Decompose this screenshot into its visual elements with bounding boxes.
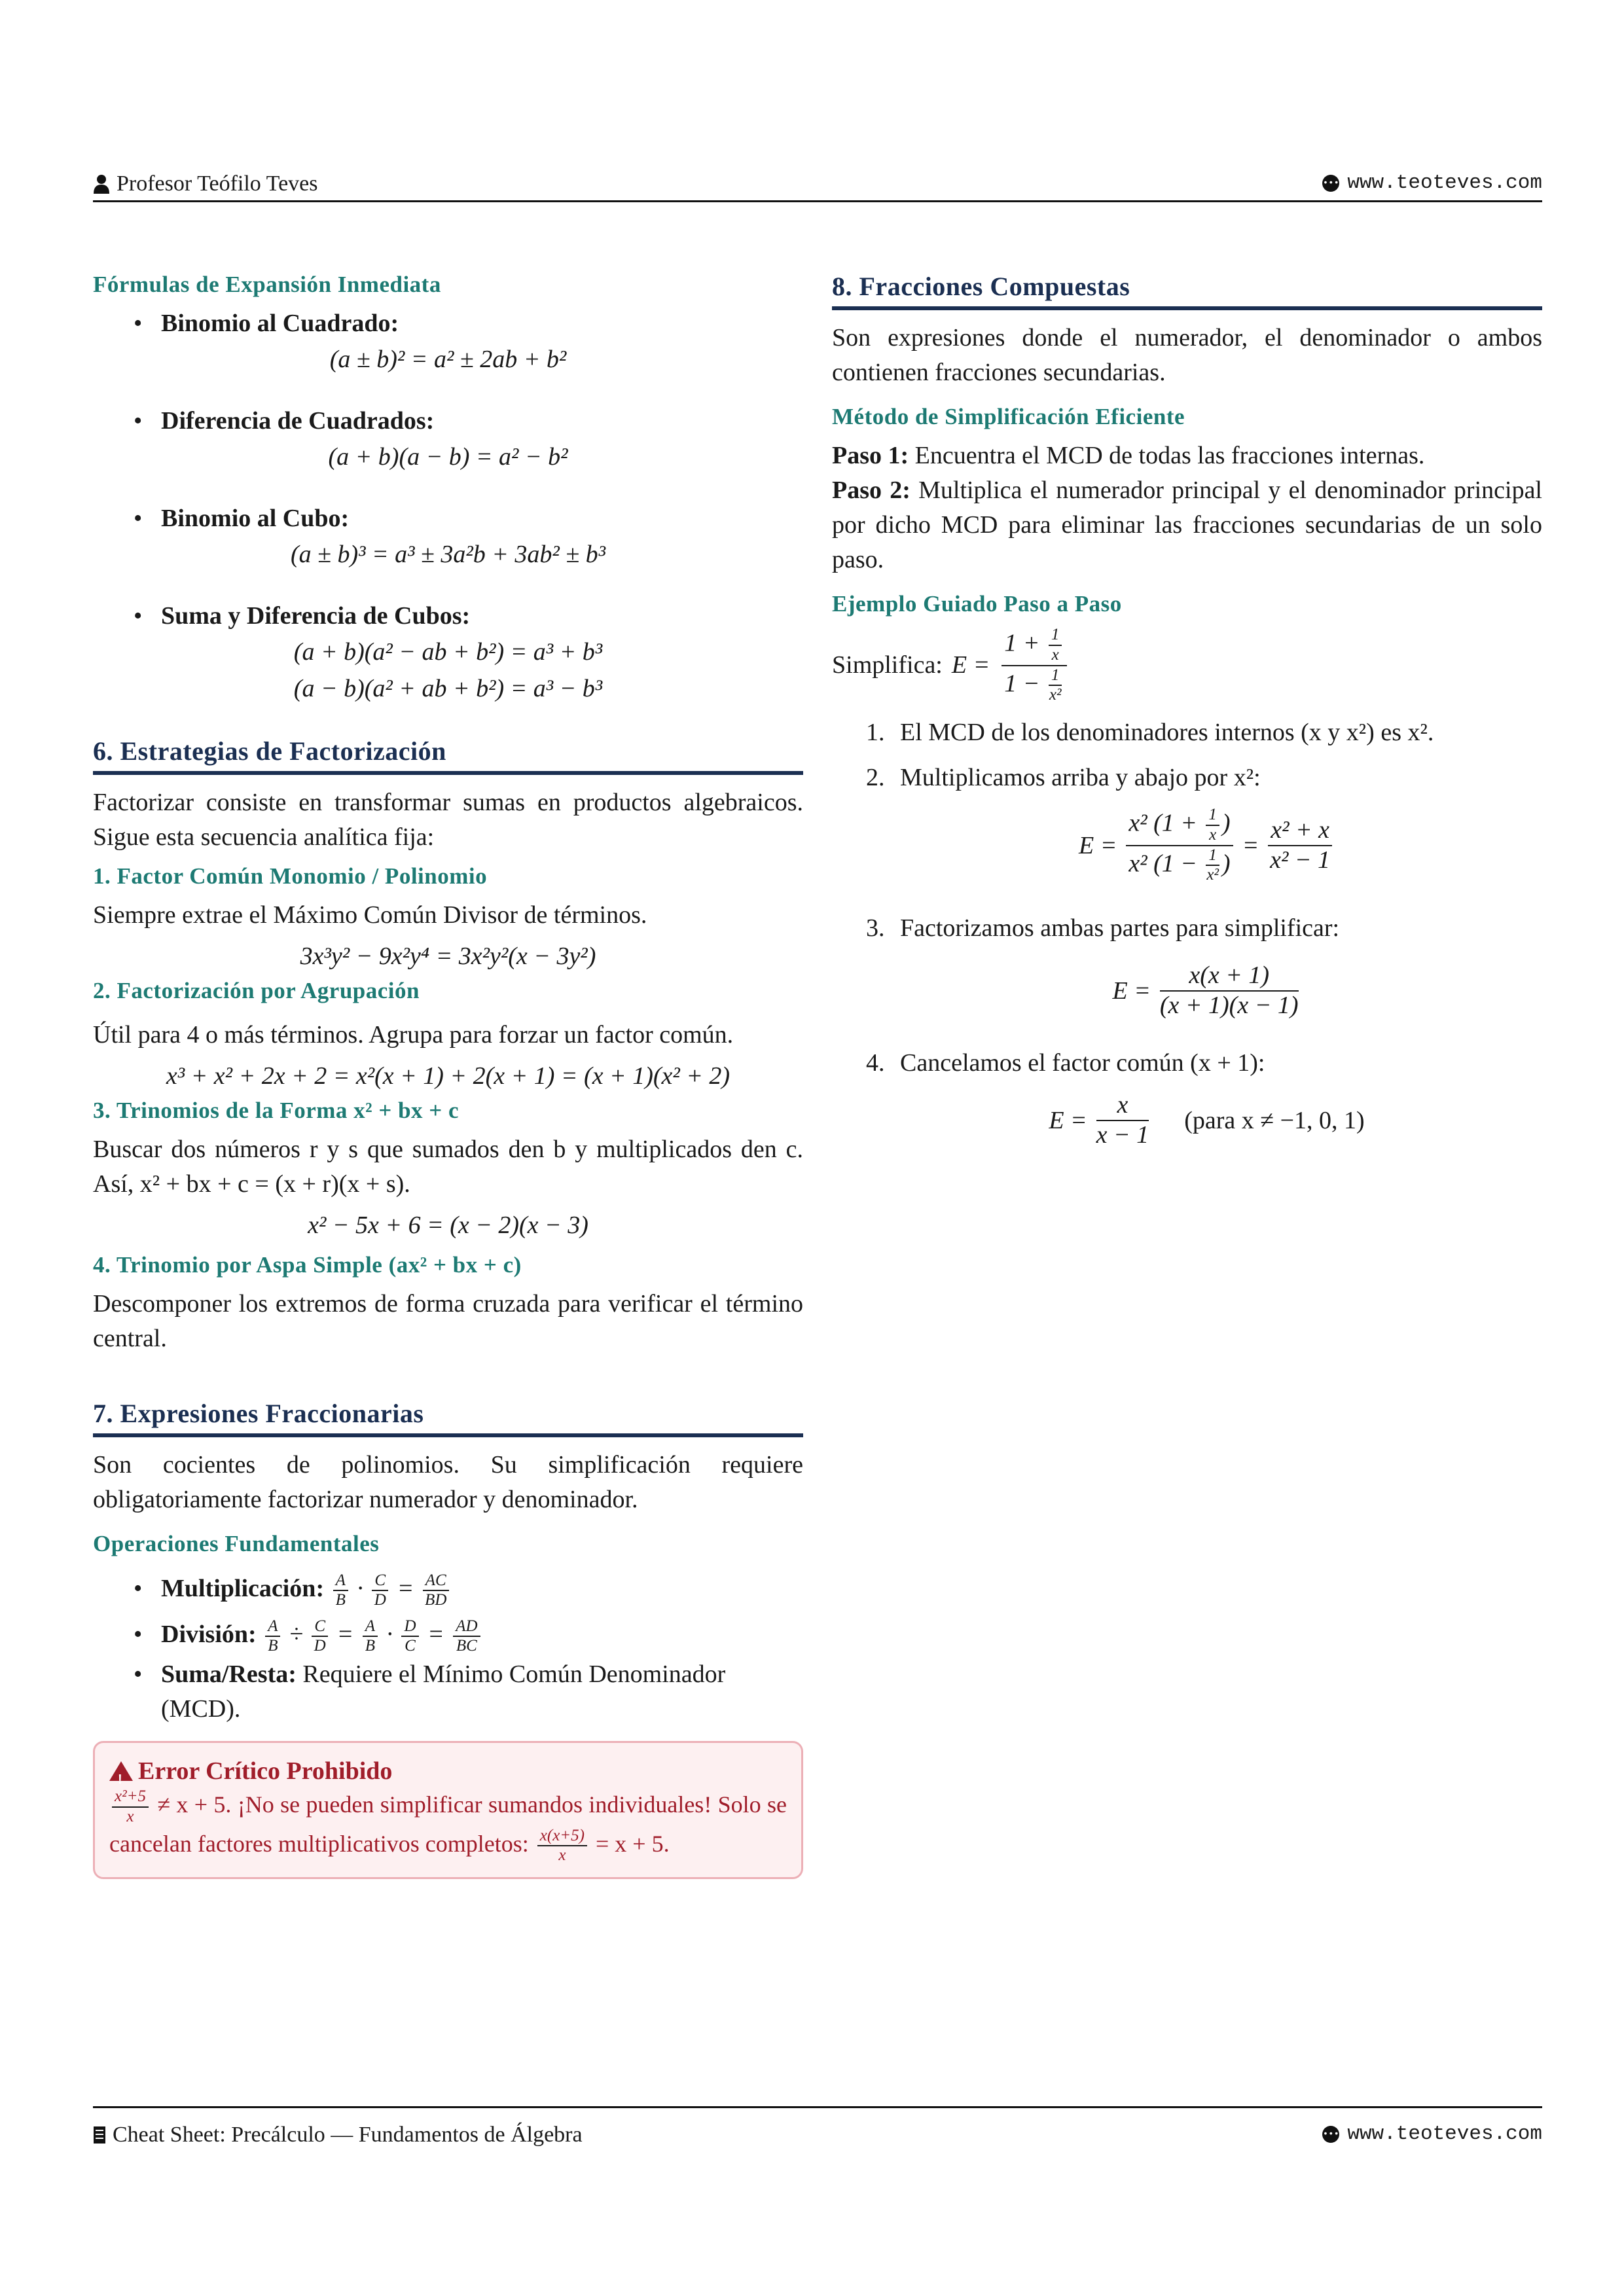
subsection-title: 1. Factor Común Monomio / Polinomio <box>93 863 488 889</box>
subsection-title: Ejemplo Guiado Paso a Paso <box>832 591 1122 617</box>
formula: E = $\frac{x(x + 1)}{(x + 1)(x - 1)}$ <box>1112 961 1299 1019</box>
paragraph: Siempre extrae el Máximo Común Divisor de términos. <box>93 901 647 929</box>
globe-icon: ••• <box>1322 2126 1339 2143</box>
left-column <box>93 268 803 1879</box>
example-steps <box>832 715 1542 1150</box>
list-item: • División: $\frac{A}{B}$ ÷ $\frac{C}{D}$ = $\frac{A}{B}$ · $\frac{D}{C}$ = $\frac{AD}{BC}$ <box>93 1611 803 1657</box>
list-item: 3. Factorizamos ambas partes para simplificar: <box>866 914 1340 942</box>
page-footer <box>93 2106 1542 2150</box>
step-paragraph: Paso 2: Multiplica el numerador principal y el denominador principal por dicho MCD para eliminar las fracciones secundarias de un solo paso. <box>832 476 1542 573</box>
list-item: • Binomio al Cuadrado: <box>93 306 803 341</box>
subsection-title: Operaciones Fundamentales <box>93 1531 380 1556</box>
user-icon <box>93 174 110 194</box>
subsection-title: 3. Trinomios de la Forma x² + bx + c <box>93 1098 460 1123</box>
list-item: • Multiplicación: $\frac{A}{B}$ · $\frac{C}{D}$ = $\frac{AC}{BD}$ <box>93 1566 803 1611</box>
formula: (a − b)(a² + ab + b²) = a³ − b³ <box>293 675 603 702</box>
list-item: • Suma/Resta: Requiere el Mínimo Común Denominador (MCD). <box>93 1657 803 1727</box>
globe-icon: ••• <box>1322 175 1339 192</box>
list-item: 1. El MCD de los denominadores internos (x y x²) es x². <box>866 719 1434 746</box>
section-intro: Son expresiones donde el numerador, el denominador o ambos contienen fracciones secundarias. <box>832 324 1542 386</box>
section-title: 7. Expresiones Fraccionarias <box>93 1395 803 1437</box>
section-intro: Son cocientes de polinomios. Su simplificación requiere obligatoriamente factorizar numerador y denominador. <box>93 1451 803 1513</box>
expansion-title: Fórmulas de Expansión Inmediata <box>93 272 441 297</box>
example-statement: Simplifica: E = 1 + $\frac{1}{x}$ 1 − $\frac{1}{\text{x²}}$ <box>832 626 1542 705</box>
footer-title: Cheat Sheet: Precálculo — Fundamentos de Álgebra <box>113 2123 583 2147</box>
footer-title-row <box>93 2123 583 2147</box>
formula: (a ± b)² = a² ± 2ab + b² <box>329 346 567 373</box>
error-alert-box <box>93 1741 803 1879</box>
formula: (a + b)(a² − ab + b²) = a³ + b³ <box>293 638 603 666</box>
formula: $\frac{A}{B}$ ÷ $\frac{C}{D}$ = $\frac{A}{B}$ · $\frac{D}{C}$ = $\frac{AD}{BC}$ <box>262 1621 482 1648</box>
page-header <box>93 171 1542 202</box>
formula: 3x³y² − 9x²y⁴ = 3x²y²(x − 3y²) <box>300 942 596 970</box>
subsection-title: 2. Factorización por Agrupación <box>93 978 420 1003</box>
paragraph: Útil para 4 o más términos. Agrupa para forzar un factor común. <box>93 1021 734 1049</box>
section-title: 8. Fracciones Compuestas <box>832 268 1542 310</box>
formula: E = $\frac{x}{x - 1}$ (para x ≠ −1, 0, 1) <box>1049 1091 1365 1149</box>
list-item: 2. Multiplicamos arriba y abajo por x²: <box>866 764 1261 791</box>
book-icon <box>93 2126 106 2144</box>
paragraph: Descomponer los extremos de forma cruzada para verificar el término central. <box>93 1290 803 1352</box>
list-item: • Suma y Diferencia de Cubos: <box>93 599 803 634</box>
section-title: 6. Estrategias de Factorización <box>93 733 803 775</box>
alert-title: Error Crítico Prohibido <box>138 1757 393 1785</box>
formula: (a ± b)³ = a³ ± 3a²b + 3ab² ± b³ <box>290 541 606 568</box>
subsection-title: Método de Simplificación Eficiente <box>832 404 1185 429</box>
expansion-list <box>93 306 803 707</box>
paragraph: Buscar dos números r y s que sumados den b y multiplicados den c. Así, x² + bx + c = (x + r)(x + s). <box>93 1136 803 1198</box>
formula: (a + b)(a − b) = a² − b² <box>328 443 568 471</box>
footer-url[interactable]: www.teoteves.com <box>1347 2123 1542 2145</box>
list-item: 4. Cancelamos el factor común (x + 1): <box>866 1049 1265 1077</box>
right-column <box>832 268 1542 1150</box>
list-item: • Diferencia de Cuadrados: <box>93 404 803 439</box>
footer-website[interactable] <box>1322 2123 1542 2145</box>
section-intro: Factorizar consiste en transformar sumas en productos algebraicos. Sigue esta secuencia analítica fija: <box>93 789 803 851</box>
formula: $\frac{A}{B}$ · $\frac{C}{D}$ = $\frac{AC}{BD}$ <box>331 1575 452 1602</box>
formula: x² − 5x + 6 = (x − 2)(x − 3) <box>308 1211 588 1239</box>
subsection-title: 4. Trinomio por Aspa Simple (ax² + bx + c) <box>93 1252 522 1278</box>
step-paragraph: Paso 1: Encuentra el MCD de todas las fracciones internas. <box>832 442 1425 469</box>
header-url[interactable]: www.teoteves.com <box>1347 171 1542 194</box>
list-item: • Binomio al Cubo: <box>93 501 803 536</box>
formula: E = x² (1 + $\frac{1}{x}$ ) x² (1 − $\frac{1}{\text{x²}}$ ) = $\frac{\text{x² + x}}{\text{x² − 1}}$ <box>832 806 1542 885</box>
header-website[interactable] <box>1322 171 1542 194</box>
operations-list <box>93 1566 803 1727</box>
warning-icon <box>109 1761 133 1781</box>
formula: x³ + x² + 2x + 2 = x²(x + 1) + 2(x + 1) = (x + 1)(x² + 2) <box>166 1062 731 1090</box>
alert-title-row <box>109 1755 787 1787</box>
alert-text: $\frac{\text{x²+5}}{x}$ ≠ x + 5. ¡No se pueden simplificar sumandos individuales! Solo se cancelan factores multiplicativos completos: $\frac{x(x+5)}{x}$ = x + 5. <box>109 1787 787 1865</box>
header-author <box>93 171 317 196</box>
author-name: Profesor Teófilo Teves <box>117 171 318 196</box>
